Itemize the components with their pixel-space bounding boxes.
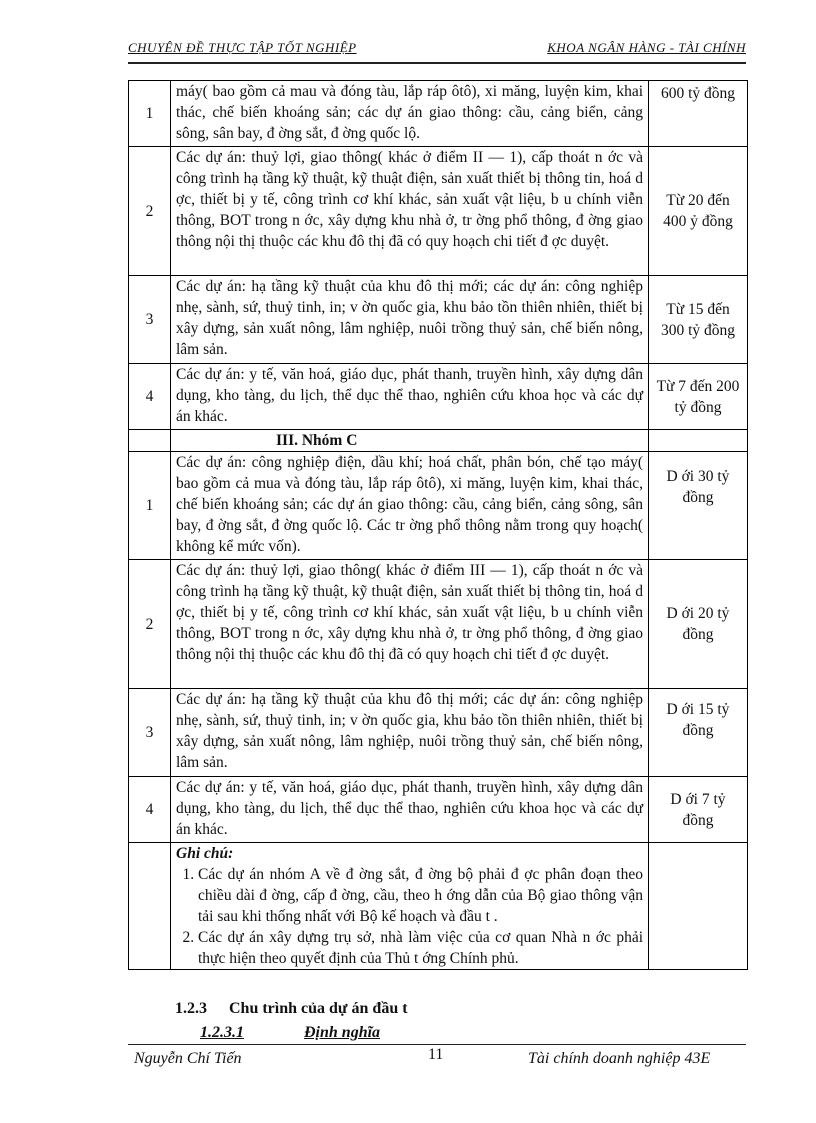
notes-title: Ghi chú: [176,845,234,862]
row-description: Các dự án: y tế, văn hoá, giáo dục, phát thanh, truyền hình, xây dựng dân dụng, kho tàng, du lịch, thể dục thể thao, nghiên cứu khoa học và các dự án khác. [171,364,649,430]
footer-course: Tài chính doanh nghiệp 43E [528,1050,711,1067]
section-number: 1.2.3 [175,1000,207,1017]
row-number: 1 [129,81,171,147]
row-description: Các dự án: thuỷ lợi, giao thông( khác ở điểm III — 1), cấp thoát n ớc và công trình hạ tầng kỹ thuật, kỹ thuật điện, sản xuất thiết bị thông tin, hoá d ợc, thiết bị y tế, công trình cơ khí khác, sản xuất vật liệu, b u chính viễn thông, BOT trong n ớc, xây dựng khu nhà ở, tr ờng phổ thông, đ ờng giao thông nội thị thuộc các khu đô thị đã có quy hoạch chi tiết đ ợc duyệt. [171,560,649,689]
table-row [129,276,748,364]
table-row [129,560,748,689]
section-title: Chu trình của dự án đầu t [229,1000,408,1017]
page-number: 11 [428,1046,444,1063]
group-header-row [129,430,748,452]
row-value: D ới 15 tỷ đồng [649,689,748,777]
note-item: 1. Các dự án nhóm A về đ ờng sắt, đ ờng bộ phải đ ợc phân đoạn theo chiều dài đ ờng, cấp đ ờng, cầu, theo h ớng dẫn của Bộ giao thông vận tải sau khi thống nhất với Bộ kế hoạch và đầu t . [198,864,643,927]
row-value: D ới 30 tỷ đồng [649,452,748,560]
page-header [128,40,746,64]
row-description: Các dự án: công nghiệp điện, dầu khí; hoá chất, phân bón, chế tạo máy( bao gồm cả mua và đóng tàu, lắp ráp ôtô), xi măng, luyện kim, khai thác, chế biến khoáng sản; các dự án giao thông: cầu, cảng biển, cảng sông, sân bay, đ ờng sắt, đ ờng quốc lộ. Các tr ờng phổ thông nằm trong quy hoạch( không kể mức vốn). [171,452,649,560]
row-number: 2 [129,147,171,276]
row-number: 3 [129,276,171,364]
row-description: máy( bao gồm cả mau và đóng tàu, lắp ráp ôtô), xi măng, luyện kim, khai thác, chế biến khoáng sản; các dự án giao thông: cầu, cảng biển, cảng sông, sân bay, đ ờng sắt, đ ờng quốc lộ. [171,81,649,147]
subsection-title: Định nghĩa [304,1024,381,1041]
row-value: 600 tỷ đồng [649,81,748,147]
row-value: Từ 7 đến 200 tỷ đồng [649,364,748,430]
row-value: D ới 7 tỷ đồng [649,777,748,843]
row-description: Các dự án: hạ tầng kỹ thuật của khu đô thị mới; các dự án: công nghiệp nhẹ, sành, sứ, thuỷ tinh, in; v ờn quốc gia, khu bảo tồn thiên nhiên, thiết bị xây dựng, sản xuất nông, lâm nghiệp, nuôi trồng thuỷ sản, chế biến nông, lâm sản. [171,276,649,364]
row-number: 1 [129,452,171,560]
investment-group-table [128,80,748,970]
header-left-title: CHUYÊN ĐỀ THỰC TẬP TỐT NGHIỆP [128,40,357,55]
row-value: Từ 15 đến 300 tỷ đồng [649,276,748,364]
note-item: 2. Các dự án xây dựng trụ sở, nhà làm việc của cơ quan Nhà n ớc phải thực hiện theo quyết định của Thủ t ớng Chính phủ. [198,927,643,969]
row-description: Các dự án: hạ tầng kỹ thuật của khu đô thị mới; các dự án: công nghiệp nhẹ, sành, sứ, thuỷ tinh, in; v ờn quốc gia, khu bảo tồn thiên nhiên, thiết bị xây dựng, sản xuất nông, lâm nghiệp, nuôi trồng thuỷ sản, chế biến nông, lâm sản. [171,689,649,777]
section-heading [175,1000,408,1018]
notes-row [129,843,748,970]
table-row [129,147,748,276]
table-row [129,689,748,777]
group-number-cell [129,430,171,452]
notes-list [176,864,643,969]
row-value: D ới 20 tỷ đồng [649,560,748,689]
table-row [129,364,748,430]
footer-divider [128,1044,746,1045]
table-row [129,777,748,843]
header-right-title: KHOA NGÂN HÀNG - TÀI CHÍNH [547,40,746,55]
subsection-heading [200,1024,380,1042]
row-number: 2 [129,560,171,689]
table-row [129,81,748,147]
notes-cell [171,843,649,970]
row-number: 4 [129,364,171,430]
row-description: Các dự án: thuỷ lợi, giao thông( khác ở điểm II — 1), cấp thoát n ớc và công trình hạ tầng kỹ thuật, kỹ thuật điện, sản xuất thiết bị thông tin, hoá d ợc, thiết bị y tế, công trình cơ khí khác, sản xuất vật liệu, b u chính viễn thông, BOT trong n ớc, xây dựng khu nhà ở, tr ờng phổ thông, đ ờng giao thông nội thị thuộc các khu đô thị đã có quy hoạch chi tiết đ ợc duyệt. [171,147,649,276]
group-value-cell [649,430,748,452]
table-row [129,452,748,560]
notes-number-cell [129,843,171,970]
row-number: 3 [129,689,171,777]
row-value: Từ 20 đến 400 ỷ đồng [649,147,748,276]
subsection-number: 1.2.3.1 [200,1024,244,1041]
row-number: 4 [129,777,171,843]
notes-value-cell [649,843,748,970]
row-description: Các dự án: y tế, văn hoá, giáo dục, phát thanh, truyền hình, xây dựng dân dụng, kho tàng, du lịch, thể dục thể thao, nghiên cứu khoa học và các dự án khác. [171,777,649,843]
footer-author: Nguyễn Chí Tiến [134,1050,242,1067]
group-title: III. Nhóm C [171,430,649,452]
